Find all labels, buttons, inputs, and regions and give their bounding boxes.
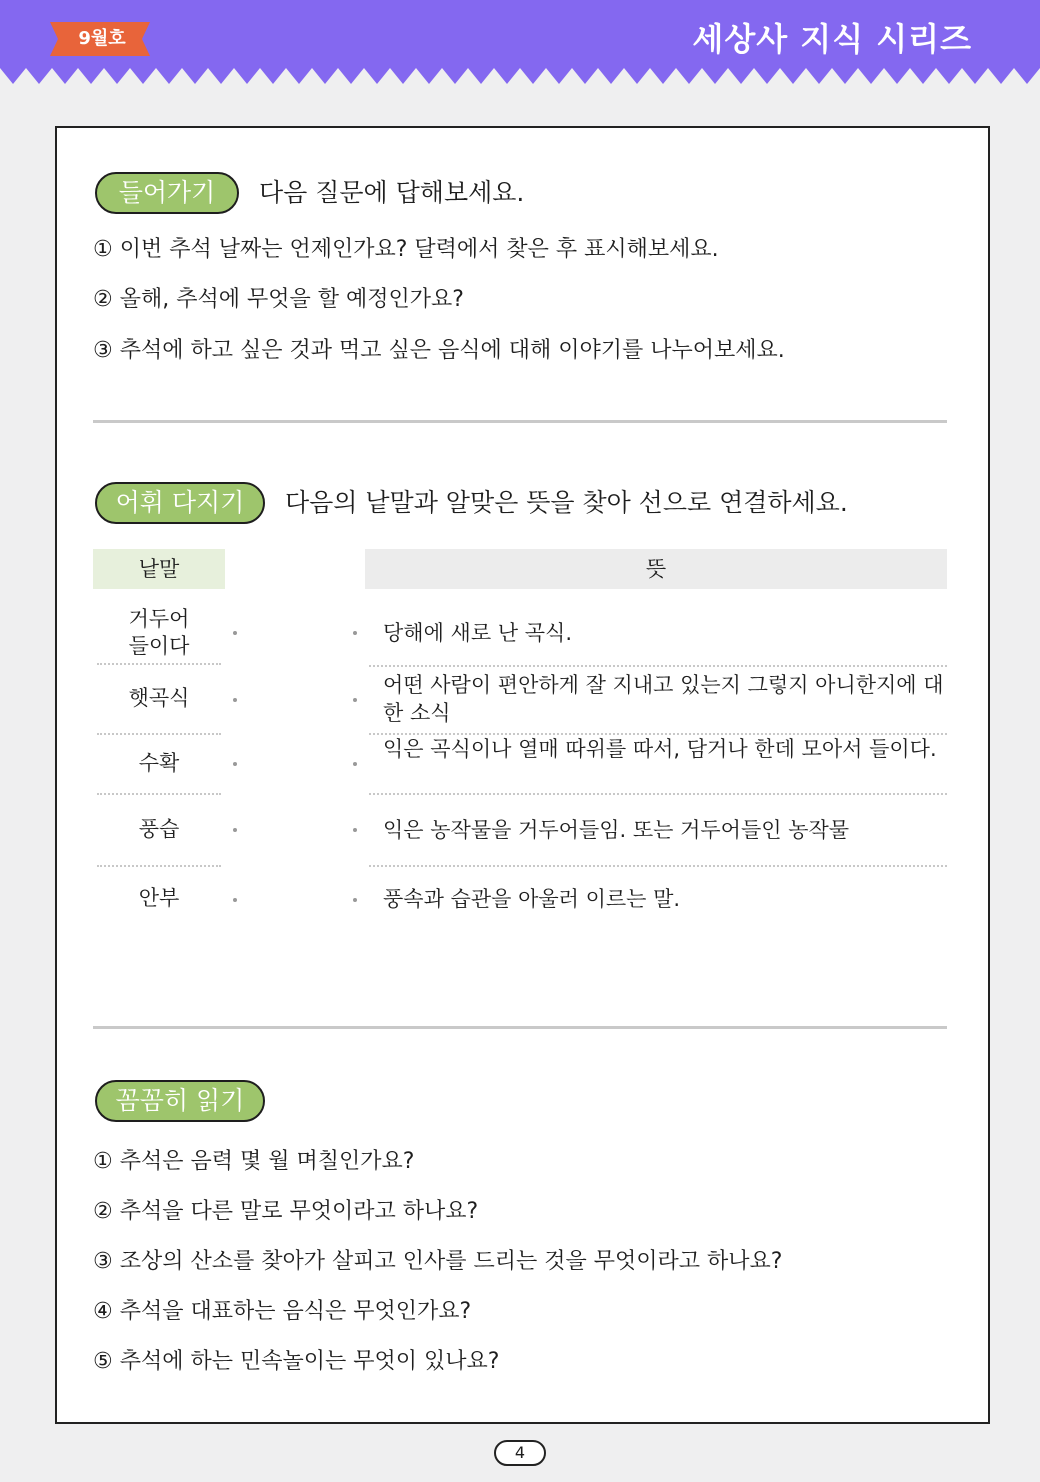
vocab-meaning-5: 풍속과 습관을 아울러 이르는 말. [383,887,681,911]
word-column-header: 낱말 [93,549,225,589]
meaning-column-header: 뜻 [365,549,947,589]
word-connect-dot[interactable] [233,828,237,832]
reading-question-1: ① 추석은 음력 몇 월 며칠인가요? [93,1149,415,1174]
section-divider [93,420,947,423]
vocab-meaning-1: 당해에 새로 난 곡식. [383,621,572,645]
word-connect-dot[interactable] [233,898,237,902]
word-row-divider [97,733,221,735]
meaning-row-divider [369,865,947,867]
vocab-word-3: 수확 [138,751,180,775]
word-connect-dot[interactable] [233,762,237,766]
header-band [0,0,1040,86]
reading-question-4: ④ 추석을 대표하는 음식은 무엇인가요? [93,1299,472,1324]
vocab-word-4: 풍습 [138,817,180,841]
word-row-divider [97,793,221,795]
worksheet-panel [55,126,990,1424]
issue-tag: 9월호 [78,28,126,49]
meaning-connect-dot[interactable] [353,762,357,766]
vocab-badge: 어휘 다지기 [95,482,265,524]
section-divider [93,1026,947,1029]
reading-question-5: ⑤ 추석에 하는 민속놀이는 무엇이 있나요? [93,1349,500,1374]
meaning-row-divider [369,793,947,795]
page-number: 4 [494,1440,546,1466]
vocab-word-5: 안부 [138,886,180,910]
intro-instruction: 다음 질문에 답해보세요. [259,178,525,207]
word-connect-dot[interactable] [233,698,237,702]
meaning-row-divider [369,665,947,667]
meaning-row-divider [369,733,947,735]
intro-question-2: ② 올해, 추석에 무엇을 할 예정인가요? [93,287,464,312]
intro-badge: 들어가기 [95,172,239,214]
vocab-word-1: 거두어 들이다 [128,607,190,658]
reading-question-2: ② 추석을 다른 말로 무엇이라고 하나요? [93,1199,479,1224]
vocab-meaning-2: 어떤 사람이 편안하게 잘 지내고 있는지 그렇지 아니한지에 대한 소식 [383,673,944,725]
word-connect-dot[interactable] [233,631,237,635]
vocab-instruction: 다음의 낱말과 알맞은 뜻을 찾아 선으로 연결하세요. [285,488,848,517]
word-row-divider [97,663,221,665]
reading-badge: 꼼꼼히 읽기 [95,1080,265,1122]
intro-question-3: ③ 추석에 하고 싶은 것과 먹고 싶은 음식에 대해 이야기를 나누어보세요. [93,338,785,363]
series-title: 세상사 지식 시리즈 [692,20,972,58]
meaning-connect-dot[interactable] [353,698,357,702]
word-row-divider [97,865,221,867]
reading-question-3: ③ 조상의 산소를 찾아가 살피고 인사를 드리는 것을 무엇이라고 하나요? [93,1249,783,1274]
vocab-word-2: 햇곡식 [128,686,190,710]
meaning-connect-dot[interactable] [353,898,357,902]
meaning-connect-dot[interactable] [353,828,357,832]
meaning-connect-dot[interactable] [353,631,357,635]
vocab-meaning-4: 익은 농작물을 거두어들임. 또는 거두어들인 농작물 [383,818,850,842]
intro-question-1: ① 이번 추석 날짜는 언제인가요? 달력에서 찾은 후 표시해보세요. [93,237,719,262]
vocab-meaning-3: 익은 곡식이나 열매 따위를 따서, 담거나 한데 모아서 들이다. [383,737,937,761]
